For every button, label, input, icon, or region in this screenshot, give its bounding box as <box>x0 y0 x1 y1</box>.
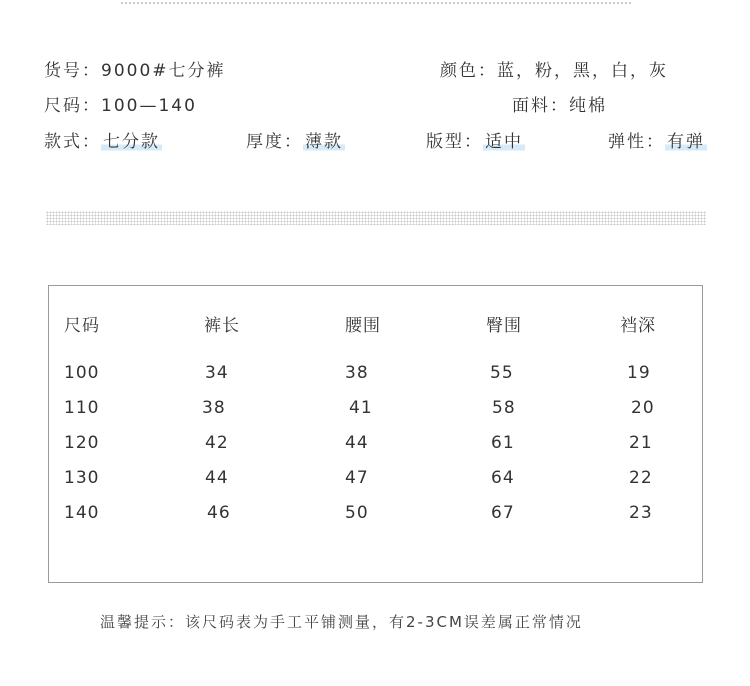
item-number-value: 9000#七分裤 <box>101 61 226 81</box>
table-cell: 23 <box>629 503 653 523</box>
table-header-hip: 臀围 <box>486 316 522 336</box>
item-number <box>44 60 226 82</box>
table-cell: 64 <box>491 468 515 488</box>
table-header-size: 尺码 <box>64 316 100 336</box>
table-cell: 19 <box>627 363 651 383</box>
table-cell: 140 <box>64 503 100 523</box>
table-cell: 58 <box>492 398 516 418</box>
fabric <box>512 95 607 117</box>
table-cell: 22 <box>629 468 653 488</box>
size-label: 尺码： <box>44 96 101 116</box>
thickness-label: 厚度： <box>246 132 303 152</box>
item-number-label: 货号： <box>44 61 101 81</box>
table-cell: 61 <box>491 433 515 453</box>
table-cell: 34 <box>205 363 229 383</box>
measurement-note: 温馨提示：该尺码表为手工平铺测量，有2-3CM误差属正常情况 <box>100 613 583 631</box>
size-table <box>48 285 703 583</box>
table-cell: 42 <box>205 433 229 453</box>
table-cell: 21 <box>629 433 653 453</box>
elasticity-label: 弹性： <box>608 132 665 152</box>
table-header-waist: 腰围 <box>345 316 381 336</box>
table-cell: 38 <box>202 398 226 418</box>
thickness-value: 薄款 <box>305 132 343 152</box>
table-cell: 55 <box>490 363 514 383</box>
table-cell: 67 <box>491 503 515 523</box>
table-cell: 47 <box>345 468 369 488</box>
fit <box>426 131 525 153</box>
elasticity-value: 有弹 <box>667 132 705 152</box>
fit-label: 版型： <box>426 132 483 152</box>
color-label: 颜色： <box>440 61 497 81</box>
color-value: 蓝，粉，黑，白，灰 <box>497 61 668 81</box>
fit-value: 适中 <box>485 132 523 152</box>
size-range <box>44 95 197 117</box>
top-dotted-divider <box>120 2 632 4</box>
thickness <box>246 131 345 153</box>
table-cell: 20 <box>631 398 655 418</box>
table-cell: 38 <box>345 363 369 383</box>
color-options <box>440 60 668 82</box>
table-cell: 44 <box>205 468 229 488</box>
table-header-rise: 裆深 <box>620 316 656 336</box>
fabric-value: 纯棉 <box>569 96 607 116</box>
table-cell: 41 <box>349 398 373 418</box>
style-value: 七分款 <box>103 132 160 152</box>
table-cell: 130 <box>64 468 100 488</box>
table-cell: 100 <box>64 363 100 383</box>
table-header-length: 裤长 <box>204 316 240 336</box>
middle-dotted-divider <box>46 211 706 225</box>
table-cell: 46 <box>207 503 231 523</box>
style-label: 款式： <box>44 132 101 152</box>
fabric-label: 面料： <box>512 96 569 116</box>
style <box>44 131 162 153</box>
table-cell: 120 <box>64 433 100 453</box>
elasticity <box>608 131 707 153</box>
table-cell: 44 <box>345 433 369 453</box>
table-cell: 50 <box>345 503 369 523</box>
table-cell: 110 <box>64 398 100 418</box>
size-value: 100—140 <box>101 96 197 116</box>
